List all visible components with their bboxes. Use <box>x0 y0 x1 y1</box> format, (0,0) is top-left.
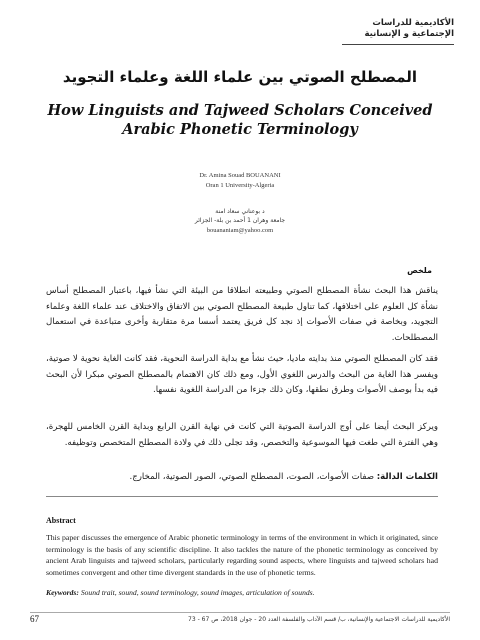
author-affiliation-english: Oran 1 University-Algeria <box>205 182 275 189</box>
keywords-arabic-label: الكلمات الدالة: <box>376 472 438 482</box>
summary-heading-arabic: ملخص <box>407 266 432 275</box>
keywords-arabic-text: صفات الأصوات، الصوت، المصطلح الصوتي، الصور الصوتية، المخارج. <box>129 472 374 482</box>
header-rule <box>342 44 454 45</box>
title-english: How Linguists and Tajweed Scholars Conceived Arabic Phonetic Terminology <box>47 102 433 138</box>
author-name-english: Dr. Amina Souad BOUANANI <box>199 172 281 179</box>
summary-paragraph-2: فقد كان المصطلح الصوتي منذ بدايته ماديا، حيث نشأ مع بداية الدراسة النحوية، فقد كانت الغاية نحوية لا صوتية، ويفسر هذا الغاية من البحث والدرس اللغوي الأول، ومع ذلك كان الاهتمام بالمصطلح الصوتي مبكرا لأن البحث فيه بدأ بوصف الأصوات وطرق نطقها، وكان ذلك جزءا من الدراسة اللغوية نفسها. <box>46 354 438 396</box>
author-name-arabic: د بوعناني سعاد امنة <box>215 208 265 215</box>
section-divider <box>46 496 438 497</box>
abstract-text: This paper discusses the emergence of Arabic phonetic terminology in terms of the environment in which it originated, since terminology is the basis of any scientific discipline. It also tackles the nature of the phonetic terminology as conceived by ancient Arab linguists and tajweed scholars, particularly regarding sound aspects, where linguists and tajweed scholars had sometimes convergent and other time divergent standards in the use of phonetic terms. <box>46 533 438 577</box>
author-affiliation-arabic: جامعة وهران 1 أحمد بن بلة- الجزائر <box>194 217 286 224</box>
journal-name-line-1: الأكاديمية للدراسات <box>372 18 454 28</box>
abstract-heading: Abstract <box>46 516 76 525</box>
journal-name-line-2: الإجتماعية و الإنسانية <box>364 29 454 39</box>
keywords-english-label: Keywords: <box>46 588 79 597</box>
title-arabic: المصطلح الصوتي بين علماء اللغة وعلماء التجويد <box>62 68 418 86</box>
page-number: 67 <box>30 614 39 624</box>
author-email: bouananiam@yahoo.com <box>206 227 274 234</box>
summary-paragraph-1: يناقش هذا البحث نشأة المصطلح الصوتي وطبيعته انطلاقا من البيئة التي نشأ فيها، باعتبار المصطلح أساس نشأة كل العلوم على اختلافها، كما تناول طبيعة المصطلح الصوتي بين الاتفاق والاختلاف عند علماء اللغة وعلماء التجويد، وبخاصة في صفات الأصوات إذ نجد كل فريق يعتمد أسسا مرة متقاربة وأخرى متباعدة في استعمال المصطلحات. <box>46 286 438 343</box>
keywords-english-text: Sound trait, sound, sound terminology, sound images, articulation of sounds. <box>80 588 315 597</box>
keywords-arabic <box>46 472 438 482</box>
keywords-english <box>46 588 438 597</box>
summary-paragraph-3: ويركز البحث أيضا على أوج الدراسة الصوتية التي كانت في نهاية القرن الرابع وبداية القرن الخامس للهجرة، وهي الفترة التي طغت فيها الموسوعية والتخصص، وقد تجلى ذلك في ولادة المصطلح المتخصص وتوظيفه. <box>46 422 438 448</box>
footer-citation: الأكاديمية للدراسات الاجتماعية والإنسانية، ب/ قسم الآداب والفلسفة العدد 20 - جوان 2018، ص 67 - 73 <box>188 616 450 623</box>
footer-rule <box>30 612 450 613</box>
journal-name <box>365 18 454 40</box>
